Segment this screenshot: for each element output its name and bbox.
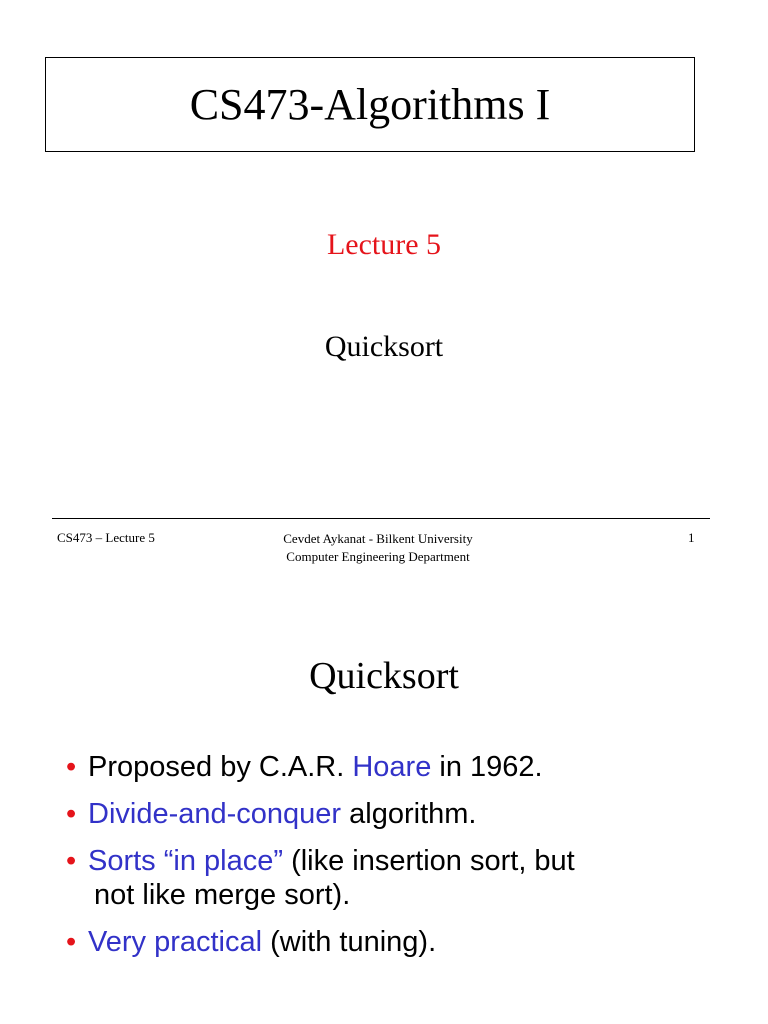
bullet-marker: •	[66, 926, 77, 958]
slide-title: CS473-Algorithms I	[189, 80, 551, 129]
bullet-marker: •	[66, 845, 77, 877]
bullet-text-highlight: Divide-and-conquer	[88, 798, 342, 830]
bullet-text-highlight: Hoare	[352, 751, 432, 783]
bullet-text-highlight: Very practical	[88, 926, 263, 958]
bullet-text-continuation: not like merge sort).	[94, 879, 351, 911]
lecture-label: Lecture 5	[326, 228, 442, 261]
slide-2	[0, 580, 768, 1024]
bullet-item	[66, 844, 575, 912]
bullet-text-pre: Proposed by C.A.R.	[88, 751, 353, 783]
slide-heading: Quicksort	[309, 655, 459, 697]
topic-label: Quicksort	[324, 330, 444, 363]
footer-department-line: Computer Engineering Department	[286, 549, 470, 564]
bullet-text-post: in 1962.	[431, 751, 543, 783]
bullet-text-highlight: Sorts “in place”	[88, 845, 284, 877]
footer-author	[220, 530, 536, 566]
bullet-marker: •	[66, 751, 77, 783]
footer-divider	[52, 518, 710, 519]
bullet-marker: •	[66, 798, 77, 830]
slide-title-box	[45, 57, 695, 152]
bullet-item	[66, 925, 575, 959]
bullet-item	[66, 797, 575, 831]
page-number: 1	[688, 530, 695, 545]
bullet-text-post: algorithm.	[341, 798, 477, 830]
bullet-list	[66, 750, 575, 972]
bullet-text-post: (like insertion sort, but	[283, 845, 575, 877]
footer-author-line: Cevdet Aykanat - Bilkent University	[283, 531, 473, 546]
bullet-item	[66, 750, 575, 784]
bullet-text-post: (with tuning).	[262, 926, 437, 958]
footer-course: CS473 – Lecture 5	[57, 530, 155, 545]
